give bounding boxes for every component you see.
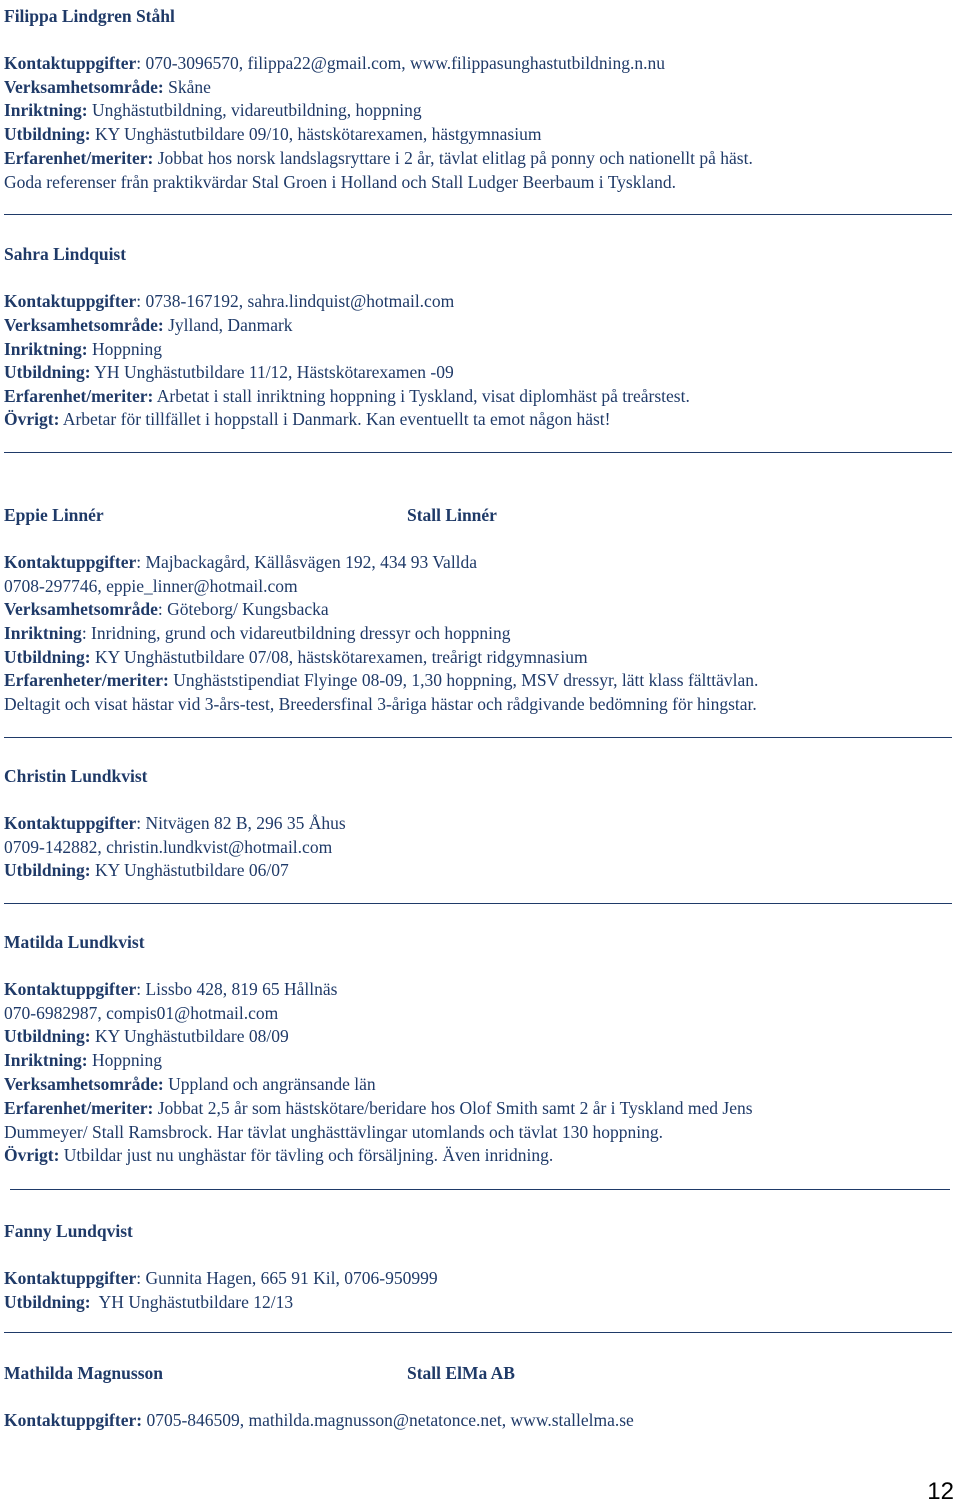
- field-label: Erfarenhet/meriter:: [4, 386, 154, 406]
- field-label: Utbildning:: [4, 1292, 91, 1312]
- field-value: : 0738-167192, sahra.lindquist@hotmail.com: [136, 291, 455, 311]
- divider: [4, 452, 952, 453]
- field-label: Övrigt:: [4, 409, 60, 429]
- field-value: : Gunnita Hagen, 665 91 Kil, 0706-950999: [136, 1268, 438, 1288]
- person-name: Christin Lundkvist: [4, 766, 148, 786]
- field-label: Inriktning:: [4, 1050, 88, 1070]
- person-name: Eppie Linnér: [4, 505, 104, 525]
- field-value: Hoppning: [87, 339, 163, 359]
- contact-continued: 070-6982987, compis01@hotmail.com: [4, 1003, 279, 1023]
- field-label: Övrigt:: [4, 1145, 60, 1165]
- field-label: Utbildning:: [4, 860, 91, 880]
- field-value: : Lissbo 428, 819 65 Hållnäs: [136, 979, 338, 999]
- field-label: Inriktning:: [4, 100, 88, 120]
- field-label: Verksamhetsområde:: [4, 1074, 164, 1094]
- education-line: [4, 645, 588, 669]
- field-label: Kontaktuppgifter: [4, 53, 137, 73]
- field-value: Jylland, Danmark: [163, 315, 293, 335]
- field-label: Verksamhetsområde:: [4, 315, 164, 335]
- field-label: Erfarenheter/meriter:: [4, 670, 169, 690]
- field-label: Utbildning:: [4, 362, 91, 382]
- experience-line: [4, 668, 758, 692]
- person-name: Fanny Lundqvist: [4, 1221, 133, 1241]
- contact-line: [4, 811, 346, 835]
- contact-line: [4, 1266, 438, 1290]
- field-value: : Göteborg/ Kungsbacka: [157, 599, 329, 619]
- contact-line: [4, 1408, 634, 1432]
- focus-line: [4, 621, 511, 645]
- divider: [10, 1189, 950, 1190]
- field-value: KY Unghästutbildare 06/07: [90, 860, 289, 880]
- field-label: Utbildning:: [4, 647, 91, 667]
- focus-line: [4, 1048, 162, 1072]
- focus-line: [4, 98, 422, 122]
- field-value: 0705-846509, mathilda.magnusson@netatonce.net, www.stallelma.se: [142, 1410, 634, 1430]
- divider: [4, 903, 952, 904]
- contact-line: [4, 977, 337, 1001]
- education-line: [4, 122, 541, 146]
- field-label: Kontaktuppgifter: [4, 813, 137, 833]
- contact-line: [4, 550, 477, 574]
- person-name: Filippa Lindgren Ståhl: [4, 6, 175, 26]
- field-label: Utbildning:: [4, 1026, 91, 1046]
- region-line: [4, 313, 293, 337]
- other-line: [4, 1143, 553, 1167]
- region-line: [4, 597, 329, 621]
- field-label: Erfarenhet/meriter:: [4, 1098, 154, 1118]
- person-name: Sahra Lindquist: [4, 244, 127, 264]
- divider: [4, 737, 952, 738]
- field-value: Uppland och angränsande län: [163, 1074, 376, 1094]
- field-value: Arbetat i stall inriktning hoppning i Tyskland, visat diplomhäst på treårstest.: [153, 386, 690, 406]
- field-value: Hoppning: [87, 1050, 163, 1070]
- field-value: : 070-3096570, filippa22@gmail.com, www.filippasunghastutbildning.n.nu: [136, 53, 665, 73]
- experience-line: [4, 146, 753, 170]
- field-label: Kontaktuppgifter: [4, 979, 137, 999]
- field-label: Kontaktuppgifter: [4, 291, 137, 311]
- field-label: Inriktning: [4, 623, 82, 643]
- region-line: [4, 75, 211, 99]
- field-label: Verksamhetsområde: [4, 599, 158, 619]
- region-line: [4, 1072, 376, 1096]
- field-value: YH Unghästutbildare 11/12, Hästskötarexamen -09: [90, 362, 454, 382]
- divider: [4, 214, 952, 215]
- field-value: Utbildar just nu unghästar för tävling och försäljning. Även inridning.: [59, 1145, 554, 1165]
- field-value: YH Unghästutbildare 12/13: [90, 1292, 294, 1312]
- field-label: Verksamhetsområde:: [4, 77, 164, 97]
- field-value: Unghästutbildning, vidareutbildning, hoppning: [87, 100, 422, 120]
- person-name: Mathilda Magnusson: [4, 1363, 163, 1383]
- field-value: : Nitvägen 82 B, 296 35 Åhus: [136, 813, 346, 833]
- field-label: Kontaktuppgifter: [4, 1268, 137, 1288]
- education-line: [4, 1024, 289, 1048]
- experience-line: [4, 1096, 753, 1120]
- field-label: Kontaktuppgifter:: [4, 1410, 143, 1430]
- field-label: Erfarenhet/meriter:: [4, 148, 154, 168]
- company-name: Stall ElMa AB: [407, 1363, 515, 1383]
- experience-continued: Dummeyer/ Stall Ramsbrock. Har tävlat unghästtävlingar utomlands och tävlat 130 hoppning.: [4, 1122, 664, 1142]
- contact-line: [4, 289, 454, 313]
- page-number: 12: [927, 1478, 954, 1505]
- experience-line: [4, 384, 690, 408]
- field-value: Unghäststipendiat Flyinge 08-09, 1,30 hoppning, MSV dressyr, lätt klass fälttävlan.: [168, 670, 759, 690]
- field-label: Utbildning:: [4, 124, 91, 144]
- company-name: Stall Linnér: [407, 505, 497, 525]
- contact-continued: 0708-297746, eppie_linner@hotmail.com: [4, 576, 298, 596]
- field-value: Jobbat 2,5 år som hästskötare/beridare hos Olof Smith samt 2 år i Tyskland med Jens: [153, 1098, 753, 1118]
- experience-continued: Goda referenser från praktikvärdar Stal Groen i Holland och Stall Ludger Beerbaum i Tyskland.: [4, 172, 676, 192]
- experience-continued: Deltagit och visat hästar vid 3-års-test, Breedersfinal 3-åriga hästar och rådgivande bedömning för hingstar.: [4, 694, 757, 714]
- divider: [4, 1332, 952, 1333]
- contact-line: [4, 51, 665, 75]
- education-line: [4, 360, 454, 384]
- focus-line: [4, 337, 162, 361]
- field-value: Skåne: [163, 77, 211, 97]
- field-value: KY Unghästutbildare 08/09: [90, 1026, 289, 1046]
- contact-continued: 0709-142882, christin.lundkvist@hotmail.com: [4, 837, 333, 857]
- other-line: [4, 407, 611, 431]
- field-value: Jobbat hos norsk landslagsryttare i 2 år, tävlat elitlag på ponny och nationellt på häst.: [153, 148, 753, 168]
- education-line: [4, 858, 289, 882]
- field-label: Kontaktuppgifter: [4, 552, 137, 572]
- field-value: KY Unghästutbildare 07/08, hästskötarexamen, treårigt ridgymnasium: [90, 647, 588, 667]
- field-value: : Majbackagård, Källåsvägen 192, 434 93 Vallda: [136, 552, 478, 572]
- field-label: Inriktning:: [4, 339, 88, 359]
- education-line: [4, 1290, 293, 1314]
- person-name: Matilda Lundkvist: [4, 932, 145, 952]
- field-value: : Inridning, grund och vidareutbildning dressyr och hoppning: [81, 623, 511, 643]
- field-value: Arbetar för tillfället i hoppstall i Danmark. Kan eventuellt ta emot någon häst!: [59, 409, 611, 429]
- field-value: KY Unghästutbildare 09/10, hästskötarexamen, hästgymnasium: [90, 124, 542, 144]
